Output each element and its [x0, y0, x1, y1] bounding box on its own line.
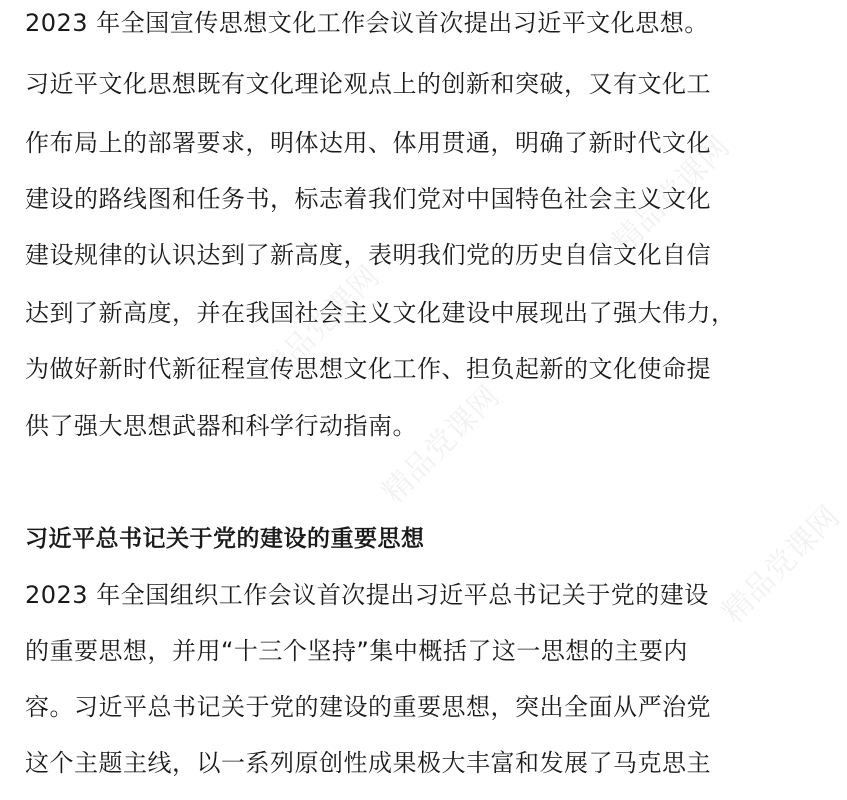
watermark: 精品党课网	[605, 129, 737, 261]
paragraph-line: 作布局上的部署要求，明体达用、体用贯通，明确了新时代文化	[25, 129, 711, 157]
watermark: 精品党课网	[255, 259, 387, 391]
paragraph-line: 达到了新高度，并在我国社会主义文化建设中展现出了强大伟力，	[25, 299, 736, 327]
paragraph-line: 建设规律的认识达到了新高度，表明我们党的历史自信文化自信	[25, 241, 711, 269]
paragraph-line: 为做好新时代新征程宣传思想文化工作、担负起新的文化使命提	[25, 355, 711, 383]
paragraph-line: 建设的路线图和任务书，标志着我们党对中国特色社会主义文化	[25, 185, 711, 213]
section-heading: 习近平总书记关于党的建设的重要思想	[25, 526, 425, 552]
paragraph-line: 2023 年全国宣传思想文化工作会议首次提出习近平文化思想。	[25, 9, 709, 37]
paragraph-line: 2023 年全国组织工作会议首次提出习近平总书记关于党的建设	[25, 581, 709, 609]
watermark: 精品党课网	[715, 499, 847, 631]
paragraph-line: 容。习近平总书记关于党的建设的重要思想，突出全面从严治党	[25, 693, 711, 721]
paragraph-line: 供了强大思想武器和科学行动指南。	[25, 412, 417, 440]
watermark: 精品党课网	[375, 379, 507, 511]
paragraph-line: 的重要思想，并用“十三个坚持”集中概括了这一思想的主要内	[25, 637, 688, 665]
paragraph-line: 这个主题主线，以一系列原创性成果极大丰富和发展了马克思主	[25, 749, 711, 777]
paragraph-line: 习近平文化思想既有文化理论观点上的创新和突破，又有文化工	[25, 70, 711, 98]
